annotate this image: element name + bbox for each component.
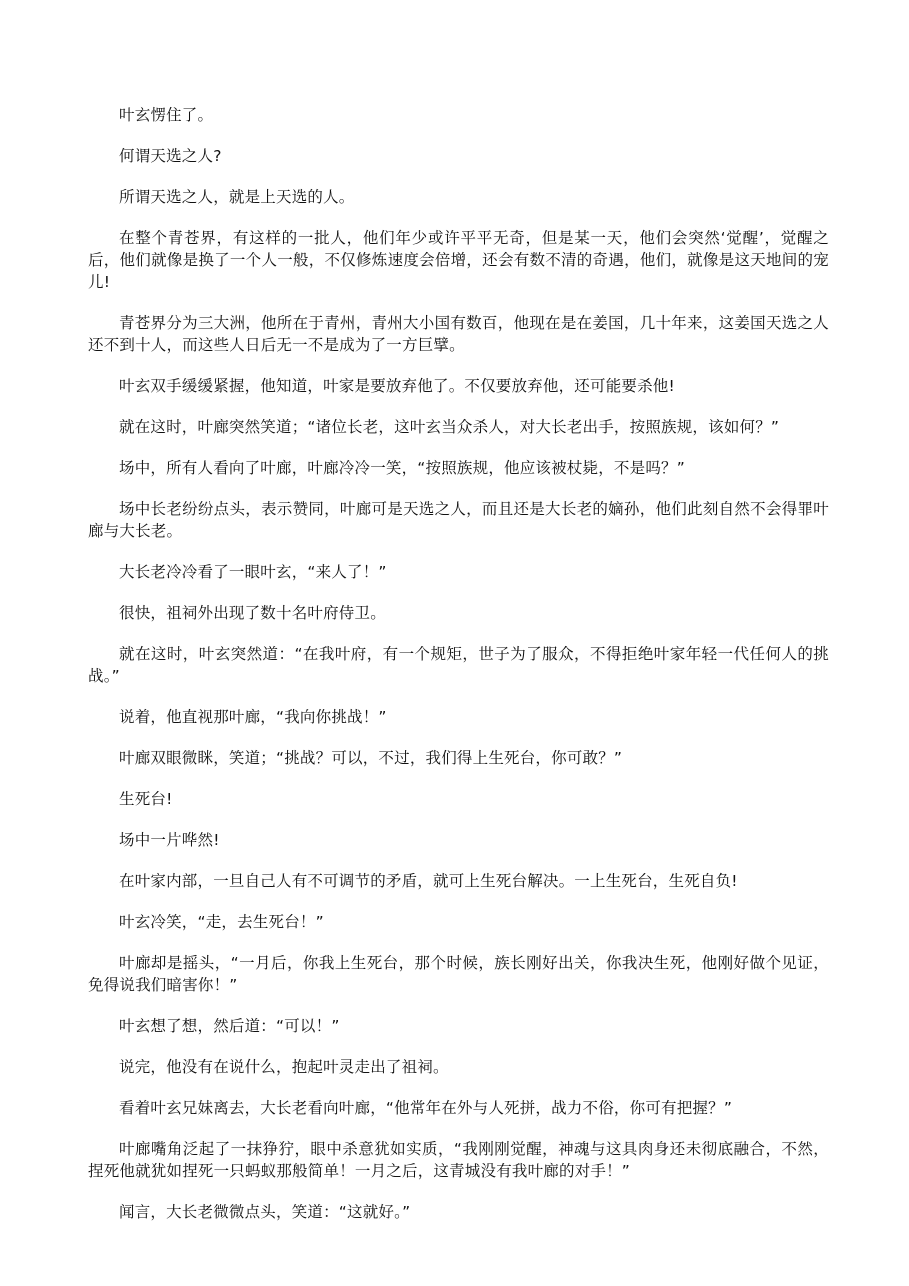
paragraph: 在叶家内部，一旦自己人有不可调节的矛盾，就可上生死台解决。一上生死台，生死自负! [119, 872, 738, 890]
paragraph: 场中长老纷纷点头，表示赞同，叶廊可是天选之人，而且还是大长老的嫡孙，他们此刻自然不会得罪叶廊与大长老。 [88, 500, 829, 540]
paragraph: 叶玄想了想，然后道：“可以！” [119, 1017, 340, 1035]
paragraph: 就在这时，叶廊突然笑道；“诸位长老，这叶玄当众杀人，对大长老出手，按照族规，该如何？” [119, 418, 780, 436]
paragraph: 何谓天选之人? [119, 147, 222, 165]
paragraph: 场中一片哗然! [119, 831, 220, 849]
paragraph: 所谓天选之人，就是上天选的人。 [119, 188, 355, 206]
paragraph: 说着，他直视那叶廊，“我向你挑战！” [119, 708, 387, 726]
paragraph: 就在这时，叶玄突然道：“在我叶府，有一个规矩，世子为了服众，不得拒绝叶家年轻一代任何人的挑战。” [88, 645, 829, 685]
paragraph: 叶廊却是摇头，“一月后，你我上生死台，那个时候，族长刚好出关，你我决生死，他刚好做个见证，免得说我们暗害你！” [88, 954, 829, 994]
paragraph: 很快，祖祠外出现了数十名叶府侍卫。 [119, 604, 386, 622]
paragraph: 说完，他没有在说什么，抱起叶灵走出了祖祠。 [119, 1058, 449, 1076]
paragraph: 在整个青苍界，有这样的一批人，他们年少或许平平无奇，但是某一天，他们会突然‘觉醒’，觉醒之后，他们就像是换了一个人一般，不仅修炼速度会倍增，还会有数不清的奇遇，他们，就像是这天地间的宠儿! [88, 229, 829, 291]
paragraph: 看着叶玄兄妹离去，大长老看向叶廊，“他常年在外与人死拼，战力不俗，你可有把握？” [119, 1099, 733, 1117]
paragraph: 叶廊双眼微眯，笑道；“挑战？可以，不过，我们得上生死台，你可敢？” [119, 749, 623, 767]
paragraph: 叶玄愣住了。 [119, 106, 214, 124]
paragraph: 生死台! [119, 790, 173, 808]
paragraph: 叶玄双手缓缓紧握，他知道，叶家是要放弃他了。不仅要放弃他，还可能要杀他! [119, 377, 675, 395]
paragraph: 大长老冷冷看了一眼叶玄，“来人了！” [119, 563, 387, 581]
paragraph: 闻言，大长老微微点头，笑道：“这就好。” [119, 1203, 411, 1221]
paragraph: 场中，所有人看向了叶廊，叶廊冷冷一笑，“按照族规，他应该被杖毙，不是吗？” [119, 459, 685, 477]
paragraph: 青苍界分为三大洲，他所在于青州，青州大小国有数百，他现在是在姜国，几十年来，这姜国天选之人还不到十人，而这些人日后无一不是成为了一方巨擘。 [88, 314, 829, 354]
paragraph: 叶廊嘴角泛起了一抹狰狞，眼中杀意犹如实质，“我刚刚觉醒，神魂与这具肉身还未彻底融合，不然，捏死他就犹如捏死一只蚂蚁那般简单！一月之后，这青城没有我叶廊的对手！” [88, 1140, 829, 1180]
paragraph: 叶玄冷笑，“走，去生死台！” [119, 913, 324, 931]
